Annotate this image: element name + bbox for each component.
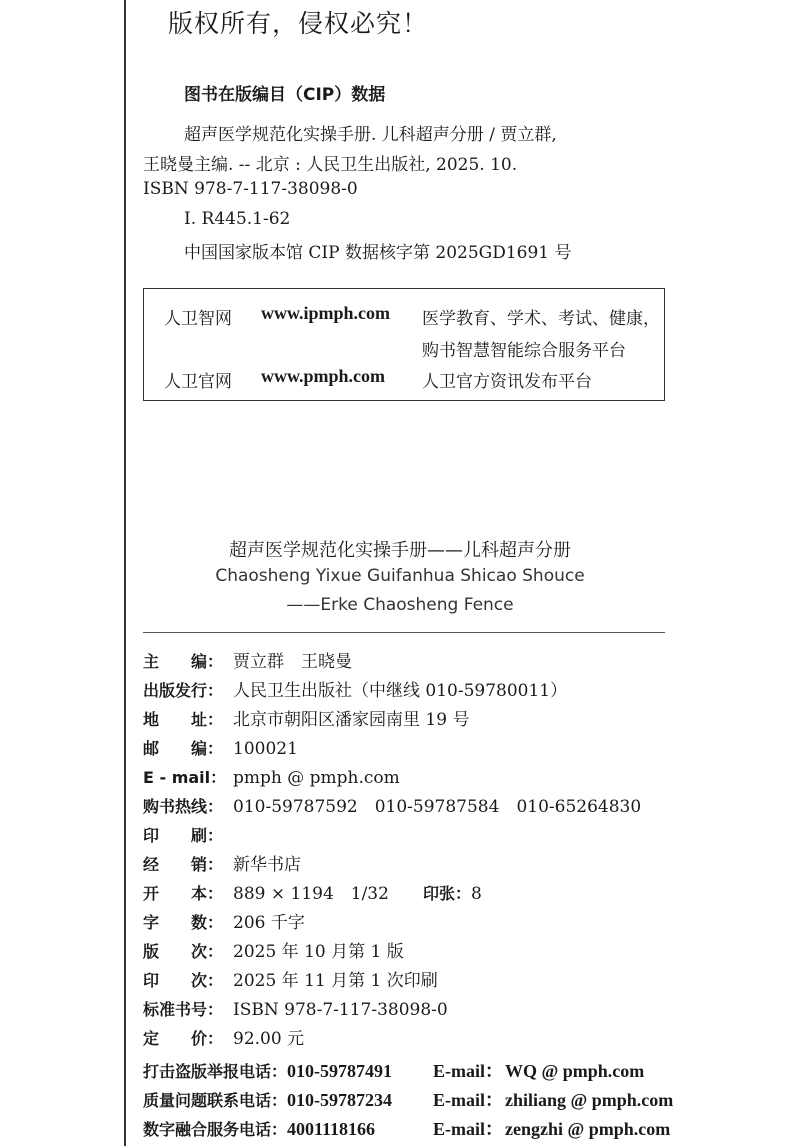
info-value: 2025 年 11 月第 1 次印刷: [233, 971, 438, 991]
info-label: 印 次：: [143, 971, 224, 990]
cip-line: 超声医学规范化实操手册. 儿科超声分册 / 贾立群,: [184, 125, 557, 145]
sheet-count-value: 8: [470, 884, 482, 904]
info-row-printer: [143, 824, 233, 848]
info-value: ISBN 978-7-117-38098-0: [233, 1000, 448, 1020]
info-value: 206 千字: [233, 913, 305, 933]
website-label: 人卫智网: [164, 309, 232, 329]
website-label: 人卫官网: [164, 372, 232, 392]
website-description: 购书智慧智能综合服务平台: [422, 341, 626, 361]
info-label: 邮 编：: [143, 739, 224, 758]
info-value: 100021: [233, 739, 298, 759]
cip-line: 王晓曼主编. -- 北京 : 人民卫生出版社, 2025. 10.: [143, 155, 518, 175]
contact-row-piracy: [143, 1059, 645, 1083]
contact-email[interactable]: zhiliang @ pmph.com: [505, 1090, 674, 1110]
info-label: 经 销：: [143, 855, 224, 874]
info-label: 定 价：: [143, 1029, 224, 1048]
info-row-address: [143, 708, 469, 732]
book-title-pinyin: Chaosheng Yixue Guifanhua Shicao Shouce: [215, 566, 585, 586]
info-row-price: [143, 1027, 304, 1051]
info-row-printing: [143, 969, 438, 993]
info-row-edition: [143, 940, 404, 964]
info-row-wordcount: [143, 911, 305, 935]
info-value: pmph @ pmph.com: [233, 768, 400, 788]
info-row-postcode: [143, 737, 298, 761]
info-row-editor: [143, 650, 352, 674]
contact-phone: 4001118166: [287, 1119, 376, 1139]
info-label: 字 数：: [143, 913, 224, 932]
cip-line: 中国国家版本馆 CIP 数据核字第 2025GD1691 号: [184, 243, 572, 263]
website-box: [143, 288, 665, 401]
website-link[interactable]: www.pmph.com: [261, 366, 386, 386]
info-value: 2025 年 10 月第 1 版: [233, 942, 404, 962]
info-label: 出版发行：: [143, 681, 224, 700]
info-label: 开 本：: [143, 884, 224, 903]
divider: [143, 632, 665, 633]
copyright-notice: 版权所有，侵权必究！: [168, 9, 429, 38]
book-title-chinese: 超声医学规范化实操手册——儿科超声分册: [229, 540, 571, 561]
contact-email[interactable]: WQ @ pmph.com: [505, 1061, 645, 1081]
website-description: 医学教育、学术、考试、健康，: [422, 309, 660, 329]
book-subtitle-pinyin: ——Erke Chaosheng Fence: [286, 595, 514, 615]
info-label: 版 次：: [143, 942, 224, 961]
info-value: 92.00 元: [233, 1029, 305, 1049]
cip-line: Ⅰ. R445.1-62: [184, 209, 291, 229]
website-description: 人卫官方资讯发布平台: [422, 372, 592, 392]
info-label: 地 址：: [143, 710, 224, 729]
info-value: 人民卫生出版社（中继线 010-59780011）: [233, 681, 568, 701]
contact-label: 质量问题联系电话：: [143, 1091, 288, 1110]
info-value: 北京市朝阳区潘家园南里 19 号: [233, 710, 470, 730]
info-value: 889 × 1194 1/32: [233, 884, 389, 904]
contact-row-digital: [143, 1117, 671, 1141]
info-row-isbn: [143, 998, 448, 1022]
info-label: 购书热线：: [143, 797, 224, 816]
contact-row-quality: [143, 1088, 674, 1112]
info-row-distributor: [143, 853, 301, 877]
cip-line: ISBN 978-7-117-38098-0: [143, 179, 358, 199]
contact-email-label: E-mail：: [433, 1061, 503, 1081]
info-row-email: [143, 766, 400, 790]
sheet-count-label: 印张：: [422, 884, 471, 903]
info-value: 贾立群 王晓曼: [233, 652, 352, 672]
website-link[interactable]: www.ipmph.com: [261, 303, 391, 323]
info-row-format: [143, 882, 482, 906]
contact-label: 数字融合服务电话：: [143, 1120, 288, 1139]
info-label: 印 刷：: [143, 826, 224, 845]
contact-email-label: E-mail：: [433, 1119, 503, 1139]
info-value: 新华书店: [233, 855, 301, 875]
info-label: E - mail：: [143, 768, 227, 787]
contact-email[interactable]: zengzhi @ pmph.com: [505, 1119, 671, 1139]
cip-title: 图书在版编目（CIP）数据: [184, 85, 386, 105]
contact-label: 打击盗版举报电话：: [143, 1062, 288, 1081]
info-row-publisher: [143, 679, 567, 703]
contact-email-label: E-mail：: [433, 1090, 503, 1110]
info-row-hotline: [143, 795, 641, 819]
contact-phone: 010-59787491: [287, 1061, 393, 1081]
info-value: 010-59787592 010-59787584 010-65264830: [233, 797, 642, 817]
info-label: 主 编：: [143, 652, 224, 671]
contact-phone: 010-59787234: [287, 1090, 393, 1110]
info-label: 标准书号：: [143, 1000, 224, 1019]
